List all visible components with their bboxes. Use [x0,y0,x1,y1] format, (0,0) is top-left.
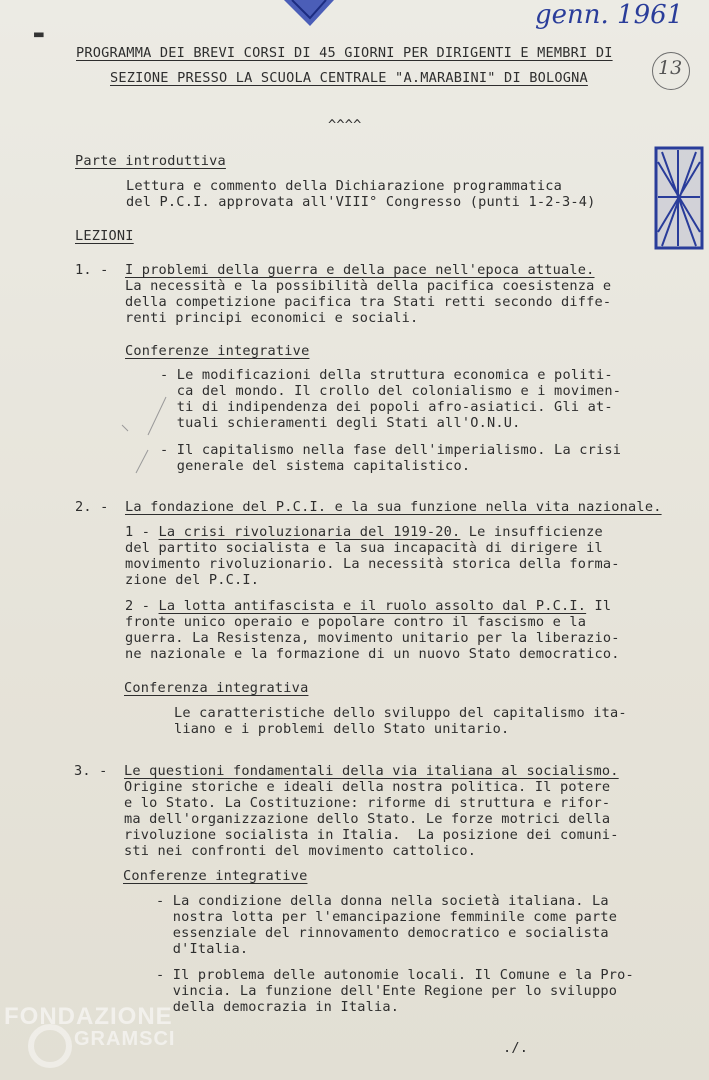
lesson-1-conf-1-line: ca del mondo. Il crollo del colonialismo e i movimen- [160,383,622,399]
lesson-3-conf-2-line: della democrazia in Italia. [156,999,400,1015]
lesson-1-body-line: renti principi economici e sociali. [125,310,419,326]
lesson-3-conf-1-line: essenziale del rinnovamento democratico e socialista [156,925,609,941]
title-line-2: SEZIONE PRESSO LA SCUOLA CENTRALE "A.MARABINI" DI BOLOGNA [110,70,588,86]
lesson-2-sub-1-line: movimento rivoluzionario. La necessità storica della forma- [125,556,620,572]
continuation-mark: ./. [503,1040,529,1056]
lesson-2-conf-line: Le caratteristiche dello sviluppo del capitalismo ita- [174,705,627,721]
lesson-2-sub-2-rest: Il [586,598,612,614]
lesson-3-conf-1-line: d'Italia. [156,941,249,957]
lesson-3-body-line: e lo Stato. La Costituzione: riforme di struttura e rifor- [124,795,611,811]
lesson-3-conf-2-line: vincia. La funzione dell'Ente Regione per lo sviluppo [156,983,618,999]
lesson-3-number: 3. - [74,763,108,779]
lesson-3-body-line: rivoluzione socialista in Italia. La posizione dei comuni- [124,827,619,843]
lesson-3-title: Le questioni fondamentali della via italiana al socialismo. [124,763,619,779]
lesson-2-conf-line: liano e i problemi dello Stato unitario. [174,721,510,737]
intro-line-1: Lettura e commento della Dichiarazione programmatica [126,178,562,194]
lesson-2-title: La fondazione del P.C.I. e la sua funzione nella vita nazionale. [125,499,662,515]
lesson-3-conf-2-line: - Il problema delle autonomie locali. Il Comune e la Pro- [156,967,634,983]
watermark-line-2: GRAMSCI [74,1028,176,1050]
lesson-3-conf-1-line: - La condizione della donna nella società italiana. La [156,893,609,909]
handwritten-page-number: 13 [658,57,683,79]
intro-heading: Parte introduttiva [75,153,226,169]
lesson-1-conf-2-line: - Il capitalismo nella fase dell'imperialismo. La crisi [160,442,622,458]
scan-speck: ▬ [34,24,44,43]
watermark-line-1: FONDAZIONE [4,1003,173,1030]
lesson-2-sub-1-line: del partito socialista e la sua incapacità di dirigere il [125,540,603,556]
title-ornament: ^^^^ [328,117,362,133]
lesson-1-conf-1-line: - Le modificazioni della struttura economica e politi- [160,367,613,383]
watermark-logo-g [28,1024,72,1068]
lesson-1-conf-1-line: tuali schieramenti degli Stati all'O.N.U. [160,415,521,431]
lesson-2-sub-1-title: La crisi rivoluzionaria del 1919-20. [158,524,461,540]
lesson-1-conf-heading: Conferenze integrative [125,343,310,359]
lesson-2-number: 2. - [75,499,109,515]
lesson-2-sub-2-line: ne nazionale e la formazione di un nuovo Stato democratico. [125,646,620,662]
lesson-1-title: I problemi della guerra e della pace nell'epoca attuale. [125,262,595,278]
lesson-2-sub-2-line: fronte unico operaio e popolare contro il fascismo e la [125,614,587,630]
lessons-heading: LEZIONI [75,228,134,244]
lesson-3-conf-1-line: nostra lotta per l'emancipazione femminile come parte [156,909,618,925]
intro-line-2: del P.C.I. approvata all'VIII° Congresso (punti 1-2-3-4) [126,194,596,210]
lesson-1-body-line: della competizione pacifica tra Stati retti secondo diffe- [125,294,612,310]
lesson-2-sub-1-heading [125,524,603,541]
lesson-2-conf-heading: Conferenza integrativa [124,680,309,696]
blue-ink-mark [282,0,342,30]
blue-sketch-drawing [652,142,708,254]
lesson-1-body-line: La necessità e la possibilità della pacifica coesistenza e [125,278,612,294]
lesson-2-sub-1-rest: Le insufficienze [460,524,603,540]
lesson-3-body-line: sti nei confronti del movimento cattolico. [124,843,477,859]
lesson-1-conf-2-line: generale del sistema capitalistico. [160,458,471,474]
lesson-1-conf-1-line: ti di indipendenza dei popoli afro-asiatici. Gli at- [160,399,613,415]
lesson-3-body-line: ma dell'organizzazione dello Stato. Le forze motrici della [124,811,611,827]
lesson-2-sub-2-prefix: 2 - [125,598,159,614]
lesson-2-sub-1-line: zione del P.C.I. [125,572,260,588]
title-line-1: PROGRAMMA DEI BREVI CORSI DI 45 GIORNI PER DIRIGENTI E MEMBRI DI [76,45,613,61]
lesson-2-sub-2-line: guerra. La Resistenza, movimento unitario per la liberazio- [125,630,620,646]
lesson-2-sub-2-heading [125,598,611,615]
lesson-1-number: 1. - [75,262,109,278]
lesson-3-conf-heading: Conferenze integrative [123,868,308,884]
lesson-3-body-line: Origine storiche e ideali della nostra politica. Il potere [124,779,611,795]
lesson-2-sub-2-title: La lotta antifascista e il ruolo assolto dal P.C.I. [158,598,587,614]
pencil-mark [118,395,168,475]
handwritten-date: genn. 1961 [535,0,684,30]
lesson-2-sub-1-prefix: 1 - [125,524,159,540]
